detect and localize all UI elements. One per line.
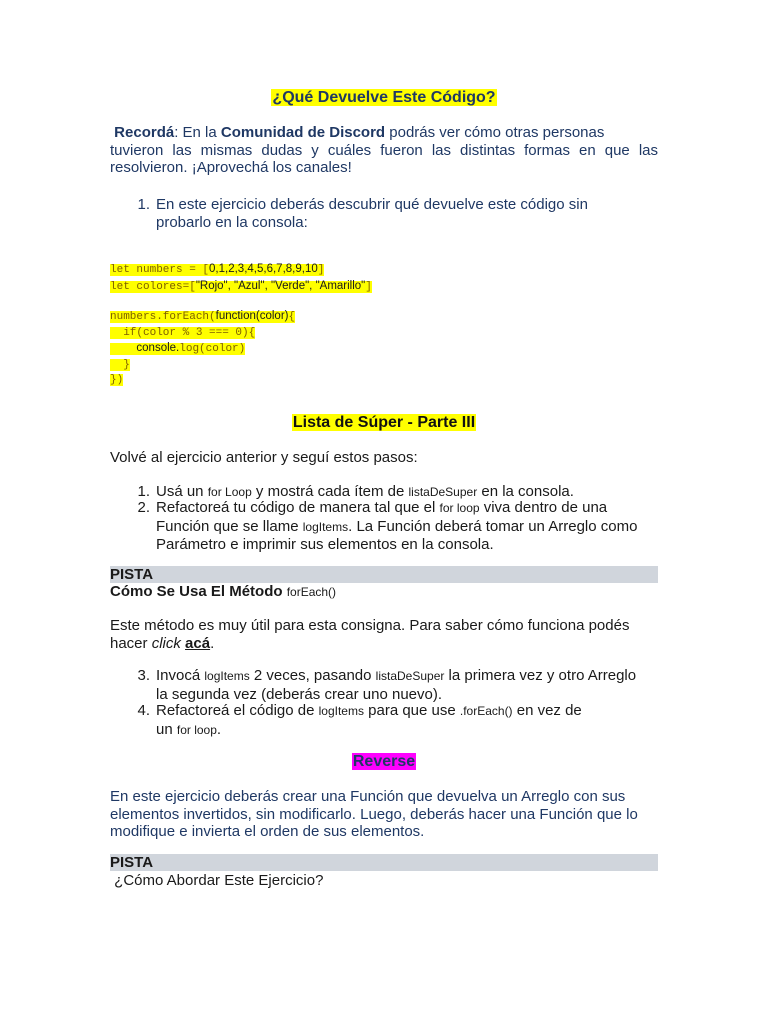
list-item: 2. Refactoreá tu código de manera tal que el for loop viva dentro de una Función que se llame logItems. La Función deberá tomar un Arreglo como Parámetro e imprimir sus elementos en la consola.: [137, 499, 638, 553]
pista-bar: PISTA: [110, 566, 658, 583]
section-title-lista-super: Lista de Súper - Parte III: [292, 414, 476, 431]
section2-intro: Volvé al ejercicio anterior y seguí estos pasos:: [110, 449, 418, 466]
reverse-paragraph: En este ejercicio deberás crear una Función que devuelva un Arreglo con sus elementos invertidos, sin modificarlo. Luego, deberás hacer una Función que lo modifique e invierta el orden de sus elementos.: [110, 788, 638, 840]
aca-link[interactable]: acá: [185, 634, 211, 652]
metodo-paragraph: Este método es muy útil para esta consigna. Para saber cómo funciona podés hacer click acá.: [110, 617, 630, 652]
discord-label: Comunidad de Discord: [220, 124, 386, 141]
section-title-reverse: Reverse: [352, 753, 416, 770]
list-item: 1. En este ejercicio deberás descubrir qué devuelve este código sin probarlo en la consola:: [137, 196, 588, 231]
recorda-label: Recordá: [114, 124, 175, 141]
intro-paragraph: Recordá: En la Comunidad de Discord podrás ver cómo otras personas tuvieron las mismas dudas y cuáles fueron las distintas formas en que las resolvieron. ¡Aprovechá los canales!: [110, 124, 658, 176]
code-block: let numbers = [0,1,2,3,4,5,6,7,8,9,10] let colores=["Rojo", "Azul", "Verde", "Amarillo"] numbers.forEach(function(color){ if(color % 3 === 0){ console.log(color) } }): [110, 263, 372, 386]
list-item: 4. Refactoreá el código de logItems para que use .forEach() en vez de un for loop.: [137, 702, 582, 738]
pista-bar: PISTA: [110, 854, 658, 871]
reverse-question: ¿Cómo Abordar Este Ejercicio?: [110, 872, 324, 889]
section-title-que-devuelve: ¿Qué Devuelve Este Código?: [272, 89, 496, 106]
metodo-heading: Cómo Se Usa El Método forEach(): [110, 583, 337, 600]
list-item: 3. Invocá logItems 2 veces, pasando listaDeSuper la primera vez y otro Arreglo la segunda vez (deberás crear uno nuevo).: [137, 667, 637, 703]
